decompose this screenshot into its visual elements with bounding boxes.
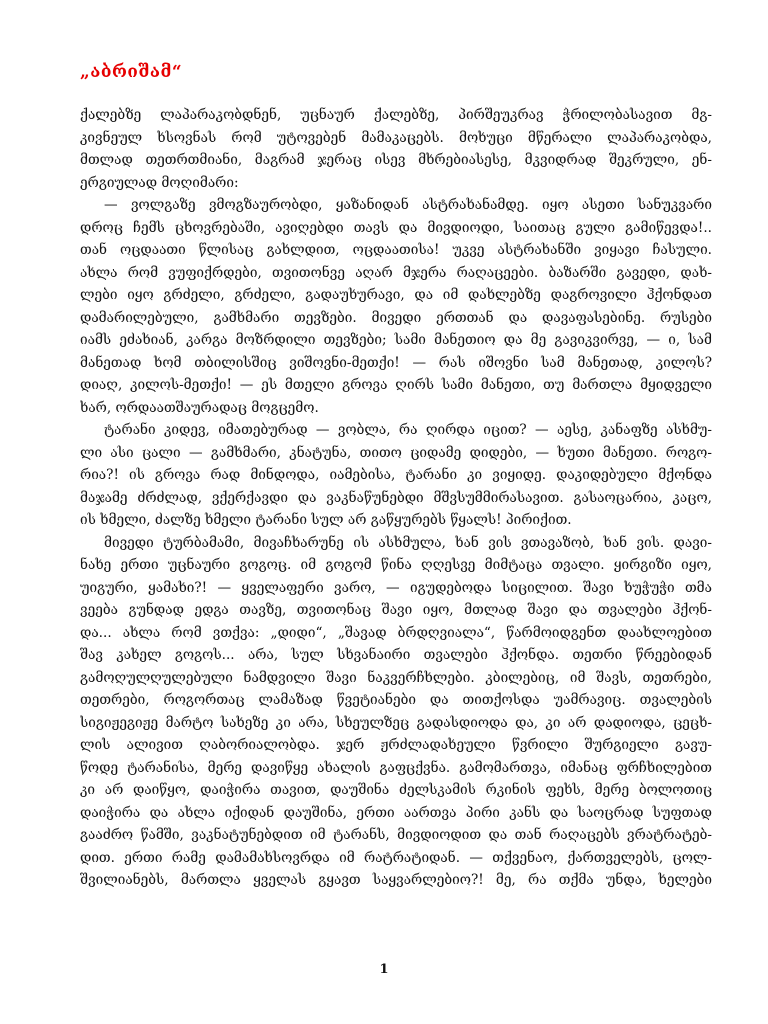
text-line: — ვოლგაზე ვმოგზაურობდი, ყაზანიდან ასტრახანამდე. იყო ასეთი სანუკვარი <box>104 197 712 213</box>
text-line: და... ახლა რომ ვთქვა: „დიდი“, „შავად ბრდღვიალა“, წარმოიდგენთ დაახლოებით <box>80 624 712 641</box>
text-line: გააძრო წამში, ვაკნატუნებდით იმ ტარანს, მივდიოდით და თან რაღაცებს ვრატრატებ- <box>80 827 712 843</box>
text-line: კი არ დაიწყო, დაიჭირა თავით, დაუშინა ძელსკამის რკინის ფეხს, მერე ბოლოთიც <box>80 782 712 798</box>
text-line: მანეთად ხომ თბილისშიც ვიშოვნი-მეთქი! — რას იშოვნი სამ მანეთად, კილოს? <box>80 354 712 371</box>
text-line: დით. ერთი რამე დამამახსოვრდა იმ რატრატიდან. — თქვენაო, ქართველებს, ცოლ- <box>80 849 712 866</box>
text-line: ხარ, ორდაათშაურადაც მოგცემო. <box>80 399 319 416</box>
text-line: ლები იყო გრძელი, გრძელი, გადაუხურავი, და იმ დახლებზე დაგროვილი ჰქონდათ <box>80 287 712 303</box>
text-line: მთლად თეთრთმიანი, მაგრამ ჯერაც ისევ მხრებიასესე, მკვიდრად შეკრული, ენ- <box>80 152 712 168</box>
text-line: ახლა რომ ვუფიქრდები, თვითონვე აღარ მჯერა რაღაცეები. ბაზარში გავედი, დახ- <box>80 264 712 281</box>
text-line: სიგიჟეგიჟე მარტო სახეზე კი არა, სხეულზეც გადასდიოდა და, კი არ დადიოდა, ცეცხ- <box>80 714 712 731</box>
text-line: ერგიულად მოღიმარი: <box>80 174 239 191</box>
text-line: კივნეულ ხსოვნას რომ უტოვებენ მამაკაცებს. მოხუცი მწერალი ლაპარაკობდა, <box>80 129 712 146</box>
text-line: შავ კახელ გოგოს... არა, სულ სხვანაირი თვალები ჰქონდა. თეთრი წრეებიდან <box>80 647 712 663</box>
text-line: დამარილებული, გამხმარი თევზები. მივედი ერთთან და დავაფასებინე. რუსები <box>80 309 712 326</box>
text-line: თან ოცდაათი წლისაც გახლდით, ოცდაათისა! უკვე ასტრახანში ვიყავი ჩასული. <box>80 242 712 258</box>
text-line: დროც ჩემს ცხოვრებაში, ავიღებდი თავს და მივდიოდი, საითაც გული გამიწევდა!.. <box>80 219 712 236</box>
text-line: ვეება გუნდად ედგა თავზე, თვითონაც შავი იყო, მთლად შავი და თვალები ჰქონ- <box>80 602 712 618</box>
text-line: შვილიანებს, მართლა ყველას გყავთ საყვარლებიო?! მე, რა თქმა უნდა, ხელები <box>80 872 712 888</box>
text-line: დაიჭირა და ახლა იქიდან დაუშინა, ერთი აართვა პირი კანს და საოცრად სუფთად <box>80 804 712 821</box>
story-body <box>80 104 712 892</box>
text-line: გამოღულღულებული ნამდვილი შავი ნაკვერჩხლები. კბილებიც, იმ შავს, თეთრები, <box>80 669 712 686</box>
text-line: თეთრები, როგორთაც ლამაზად წვეტიანები და თითქოსდა უამრავიც. თვალების <box>80 692 712 708</box>
text-line: მაჯამე ძრძლად, ვქერქავდი და ვაკნაწუნებდი მშვსუმმირასავით. გასაოცარია, კაცო, <box>80 489 712 506</box>
text-line: ნახე ერთი უცნაური გოგოც. იმ გოგომ წინა ღღესვე მიმტაცა თვალი. ყირგიზი იყო, <box>80 557 712 573</box>
text-line: ტარანი კიდევ, იმათებურად — ვობლა, რა ღირდა იცით? — აესე, კანაფზე ასხმუ- <box>104 422 712 438</box>
page-number: 1 <box>379 962 389 977</box>
text-line: ქალებზე ლაპარაკობდნენ, უცნაურ ქალებზე, პირშეუკრავ ჭრილობასავით მგ- <box>80 107 712 123</box>
text-line: დიაღ, კილოს-მეთქი! — ეს მთელი გროვა ღირს სამი მანეთი, თუ მართლა მყიდველი <box>80 377 712 393</box>
text-line: ლი ასი ცალი — გამხმარი, კნატუნა, თითო ციდამე დიდები, — ხუთი მანეთი. როგო- <box>80 444 712 461</box>
text-line: ის ხმელი, ძალზე ხმელი ტარანი სულ არ გაწყურებს წყალს! პირიქით. <box>80 512 572 528</box>
story-title: „აბრიშამ“ <box>80 62 183 82</box>
text-line: მივედი ტურბამამი, მივაჩხარუნე ის ასხმულა, ხან ვის ვთავაზობ, ხან ვის. დავი- <box>104 534 712 551</box>
text-line: ლის ალივით ღაბორიალობდა. ჯერ ჟრძლადახეული წვრილი შურგიელი გავუ- <box>80 737 712 753</box>
text-line: წოდე ტარანისა, მერე დავიწყე ახალის გაფცქვნა. გამომართვა, იმანაც ფრჩხილებით <box>80 759 712 776</box>
text-line: რია?! ის გროვა რად მინდოდა, იამებისა, ტარანი კი ვიყიდე. დაკიდებული მქონდა <box>80 467 712 483</box>
text-line: უიგური, ყამახი?! — ყველაფერი ვარო, — იგუდებოდა სიცილით. შავი ხუჭუჭი თმა <box>80 579 712 596</box>
text-line: იამს ეძახიან, კარგა მოზრდილი თევზები; სამი მანეთიო და მე გავიკვირვე, — ი, სამ <box>80 332 712 348</box>
